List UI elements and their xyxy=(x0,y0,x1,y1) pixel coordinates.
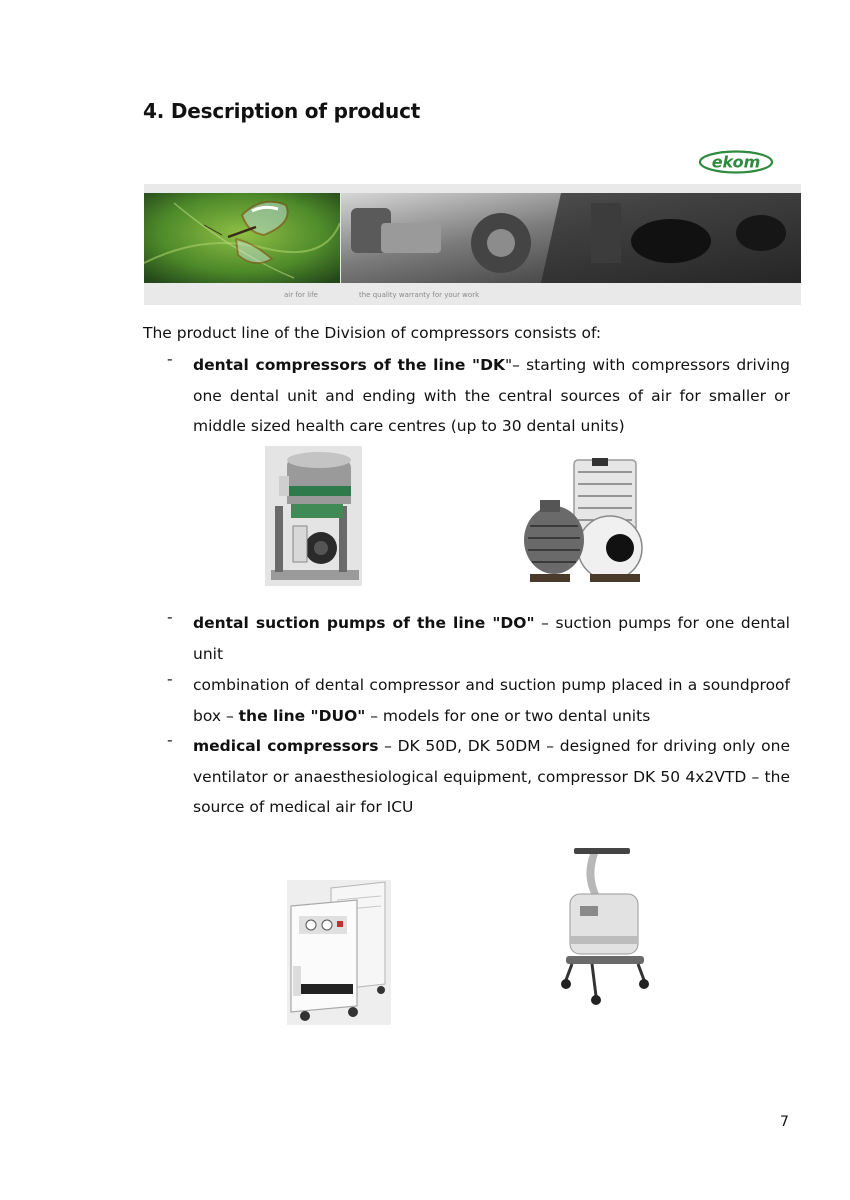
list-item xyxy=(143,731,790,823)
list-dash: - xyxy=(167,731,173,749)
product-line-description: – suction pumps for one dental unit xyxy=(193,614,790,663)
machine-parts-photo xyxy=(341,193,801,283)
list-item xyxy=(143,350,790,442)
list-item-text xyxy=(193,670,790,731)
header-banner xyxy=(144,184,801,305)
product-line-description: – DK 50D, DK 50DM – designed for driving only one ventilator or anaesthesiological equipment, compressor DK 50 4x2VTD – the source of medical air for ICU xyxy=(193,737,790,816)
dental-compressor-photo xyxy=(265,446,362,586)
product-line-name: dental suction pumps of the line "DO" xyxy=(193,614,535,632)
list-item-text xyxy=(193,350,790,442)
compressor-motor-photo xyxy=(520,456,658,596)
logo-lettering: ekom xyxy=(711,152,761,172)
product-line-name: the line "DUO" xyxy=(238,706,366,725)
page-heading: 4. Description of product xyxy=(143,99,421,123)
intro-text: The product line of the Division of compressors consists of: xyxy=(143,324,602,342)
medical-compressor-cabinet-photo xyxy=(287,880,391,1025)
list-item xyxy=(143,608,790,669)
list-item xyxy=(143,670,790,731)
product-line-description: – models for one or two dental units xyxy=(365,706,651,725)
list-item-text xyxy=(193,731,790,823)
list-item-text xyxy=(193,608,790,669)
product-line-name: medical compressors xyxy=(193,737,379,755)
product-line-description: combination of dental compressor and suction pump placed in a soundproof box – xyxy=(193,676,790,725)
page-number: 7 xyxy=(780,1114,789,1130)
list-dash: - xyxy=(167,670,173,688)
banner-caption-right: the quality warranty for your work xyxy=(359,291,480,299)
butterfly-photo xyxy=(144,193,340,283)
list-dash: - xyxy=(167,608,173,626)
banner-caption-left: air for life xyxy=(284,291,318,299)
ekom-logo xyxy=(698,150,774,174)
list-dash: - xyxy=(167,350,173,368)
product-line-description: "– starting with compressors driving one dental unit and ending with the central sources of air for smaller or middle sized health care centres (up to 30 dental units) xyxy=(193,356,790,435)
product-line-name: dental compressors of the line "DK xyxy=(193,356,505,374)
medical-compressor-trolley-photo xyxy=(560,846,650,1010)
